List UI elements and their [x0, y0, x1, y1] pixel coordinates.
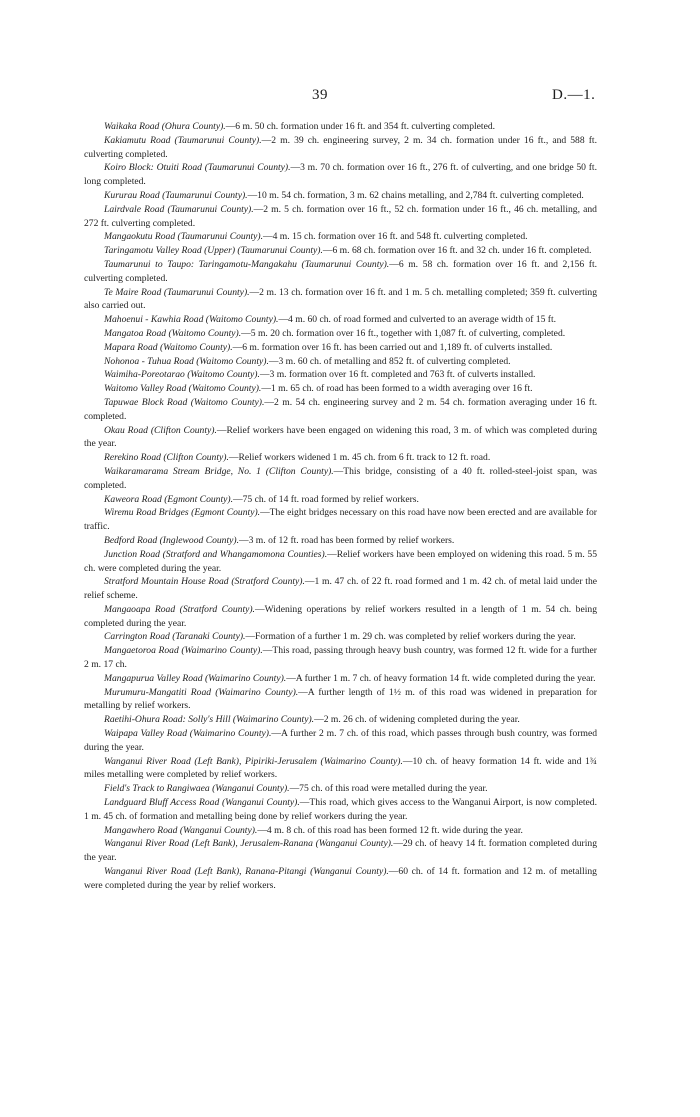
road-name: Field's Track to Rangiwaea (Wanganui County). — [104, 783, 290, 795]
road-name: Mangawhero Road (Wanganui County). — [104, 824, 258, 836]
road-name: Waikaramarama Stream Bridge, No. 1 (Clifton County). — [104, 465, 334, 477]
road-name: Waipapa Valley Road (Waimarino County). — [104, 728, 272, 740]
road-entry — [84, 865, 597, 893]
road-entry — [84, 396, 597, 424]
road-entry — [84, 824, 597, 838]
road-work-description: —2 m. 26 ch. of widening completed during the year. — [314, 714, 520, 726]
road-name: Nohonoa - Tuhua Road (Waitomo County). — [104, 355, 269, 367]
road-work-description: —This bridge, consisting of a 40 ft. rolled-steel-joist span, was completed. — [84, 465, 597, 491]
road-work-description: —This road, passing through heavy bush country, was formed 12 ft. wide for a further 2 m. 17 ch. — [84, 645, 597, 671]
road-entry — [84, 493, 597, 507]
road-work-description: —4 m. 15 ch. formation over 16 ft. and 548 ft. culverting completed. — [263, 231, 528, 243]
road-entry — [84, 424, 597, 452]
road-work-description: —4 m. 8 ch. of this road has been formed 12 ft. wide during the year. — [257, 824, 523, 836]
road-entry — [84, 355, 597, 369]
road-name: Tapuwae Block Road (Waitomo County). — [104, 396, 265, 408]
road-name: Murumuru-Mangatiti Road (Waimarino County). — [104, 686, 299, 698]
road-work-description: —Formation of a further 1 m. 29 ch. was completed by relief workers during the year. — [245, 631, 576, 643]
road-entry — [84, 120, 597, 134]
road-name: Stratford Mountain House Road (Stratford County). — [104, 576, 305, 588]
road-name: Taringamotu Valley Road (Upper) (Taumarunui County). — [104, 245, 323, 257]
road-name: Mangaoapa Road (Stratford County). — [104, 603, 255, 615]
road-name: Te Maire Road (Taumarunui County). — [104, 286, 250, 298]
road-work-description: —2 m. 13 ch. formation over 16 ft. and 1 m. 5 ch. metalling completed; 359 ft. culverting also carried out. — [84, 286, 598, 312]
road-entry — [84, 286, 597, 314]
road-name: Kakiamutu Road (Taumarunui County). — [104, 134, 262, 146]
road-name: Rerekino Road (Clifton County). — [104, 452, 229, 464]
road-entry — [84, 782, 597, 796]
road-entry — [84, 368, 597, 382]
road-name: Lairdvale Road (Taumarunui County). — [104, 203, 254, 215]
road-entry — [84, 672, 597, 686]
road-name: Wanganui River Road (Left Bank), Jerusalem-Ranana (Wanganui County). — [104, 838, 394, 850]
road-work-description: —29 ch. of heavy 14 ft. formation completed during the year. — [84, 838, 597, 864]
road-entry — [84, 134, 597, 162]
road-name: Taumarunui to Taupo: Taringamotu-Mangakahu (Taumarunui County). — [104, 258, 390, 270]
road-entry — [84, 603, 597, 631]
road-work-description: —5 m. 20 ch. formation over 16 ft., together with 1,087 ft. of culverting, completed. — [241, 327, 566, 339]
document-reference: D.—1. — [552, 87, 596, 103]
road-work-description: —6 m. formation over 16 ft. has been carried out and 1,189 ft. of culverts installed. — [232, 341, 553, 353]
road-name: Bedford Road (Inglewood County). — [104, 534, 240, 546]
road-name: Kururau Road (Taumarunui County). — [104, 189, 248, 201]
road-name: Waikaka Road (Ohura County). — [104, 121, 226, 132]
road-entry — [84, 837, 597, 865]
road-work-description: —6 m. 58 ch. formation over 16 ft. and 2,156 ft. culverting completed. — [84, 258, 598, 284]
road-name: Mapara Road (Waitomo County). — [104, 341, 233, 353]
road-entry — [84, 548, 597, 576]
road-entry — [84, 327, 597, 341]
road-work-description: —1 m. 65 ch. of road has been formed to a width averaging over 16 ft. — [261, 383, 533, 395]
road-name: Junction Road (Stratford and Whangamomona Counties). — [104, 548, 328, 560]
road-name: Wanganui River Road (Left Bank), Pipiriki-Jerusalem (Waimarino County). — [104, 755, 403, 767]
road-entry — [84, 465, 597, 493]
road-entry — [84, 258, 597, 286]
road-name: Mahoenui - Kawhia Road (Waitomo County). — [104, 314, 279, 326]
road-work-description: —Relief workers widened 1 m. 45 ch. from 6 ft. track to 12 ft. road. — [228, 452, 491, 464]
road-entry — [84, 727, 597, 755]
road-work-description: —6 m. 68 ch. formation over 16 ft. and 32 ch. under 16 ft. completed. — [322, 245, 592, 257]
road-work-description: —Relief workers have been engaged on widening this road, 3 m. of which was completed during the year. — [84, 424, 597, 450]
road-work-description: —3 m. 70 ch. formation over 16 ft., 276 ft. of culverting, and one bridge 50 ft. long completed. — [84, 162, 597, 188]
road-name: Wiremu Road Bridges (Egmont County). — [104, 507, 261, 519]
road-entry — [84, 161, 597, 189]
road-work-description: —6 m. 50 ch. formation under 16 ft. and 354 ft. culverting completed. — [225, 121, 496, 132]
road-entry — [84, 313, 597, 327]
road-work-description: —3 m. of 12 ft. road has been formed by relief workers. — [239, 534, 455, 546]
road-work-description: —Widening operations by relief workers resulted in a length of 1 m. 54 ch. being completed during the year. — [84, 603, 597, 629]
road-work-description: —4 m. 60 ch. of road formed and culverted to an average width of 15 ft. — [278, 314, 557, 326]
road-work-description: —The eight bridges necessary on this road have now been erected and are available for traffic. — [84, 507, 598, 533]
road-work-description: —A further 2 m. 7 ch. of this road, which passes through bush country, was formed during the year. — [84, 728, 597, 753]
road-work-description: —10 m. 54 ch. formation, 3 m. 62 chains metalling, and 2,784 ft. culverting completed. — [247, 189, 584, 201]
road-name: Okau Road (Clifton County). — [104, 424, 217, 436]
road-work-description: —A further length of 1½ m. of this road was widened in preparation for metalling by relief workers. — [84, 686, 597, 712]
road-name: Mangapurua Valley Road (Waimarino County). — [104, 672, 287, 684]
road-work-description: —Relief workers have been employed on widening this road. 5 m. 55 ch. were completed during the year. — [84, 548, 598, 574]
road-entry — [84, 189, 597, 203]
road-entry — [84, 755, 597, 783]
road-entry — [84, 575, 597, 603]
road-work-description: —2 m. 54 ch. engineering survey and 2 m. 54 ch. formation averaging under 16 ft. completed. — [84, 396, 598, 422]
road-entry — [84, 451, 597, 465]
road-entry — [84, 203, 597, 231]
road-name: Waimiha-Poreotarao (Waitomo County). — [104, 369, 260, 381]
road-entry — [84, 713, 597, 727]
road-name: Mangatoa Road (Waitomo County). — [104, 327, 242, 339]
road-work-description: —60 ch. of 14 ft. formation and 12 m. of metalling were completed during the year by relief workers. — [84, 866, 597, 891]
road-works-list — [84, 120, 597, 893]
road-name: Mangaetoroa Road (Waimarino County). — [104, 645, 263, 657]
road-name: Koiro Block: Otuiti Road (Taumarunui County). — [104, 162, 291, 174]
road-work-description: —A further 1 m. 7 ch. of heavy formation 14 ft. wide completed during the year. — [286, 672, 596, 684]
road-work-description: —75 ch. of 14 ft. road formed by relief workers. — [232, 493, 419, 505]
road-name: Kaweora Road (Egmont County). — [104, 493, 233, 505]
road-entry — [84, 534, 597, 548]
road-entry — [84, 244, 597, 258]
road-work-description: —3 m. 60 ch. of metalling and 852 ft. of culverting completed. — [268, 355, 511, 367]
road-name: Carrington Road (Taranaki County). — [104, 631, 246, 643]
road-entry — [84, 686, 597, 714]
road-entry — [84, 382, 597, 396]
road-name: Waitomo Valley Road (Waitomo County). — [104, 383, 262, 395]
road-name: Landguard Bluff Access Road (Wanganui County). — [104, 797, 300, 809]
road-entry — [84, 230, 597, 244]
road-entry — [84, 796, 597, 824]
road-entry — [84, 644, 597, 672]
road-entry — [84, 630, 597, 644]
road-name: Wanganui River Road (Left Bank), Ranana-Pitangi (Wanganui County). — [104, 866, 389, 878]
road-work-description: —10 ch. of heavy formation 14 ft. wide and 1¾ miles metalling were completed by relief workers. — [84, 755, 597, 781]
road-name: Raetihi-Ohura Road: Solly's Hill (Waimarino County). — [104, 714, 315, 726]
road-work-description: —This road, which gives access to the Wanganui Airport, is now completed. 1 m. 45 ch. of formation and metalling being done by relief workers during the year. — [84, 797, 597, 822]
road-work-description: —2 m. 39 ch. engineering survey, 2 m. 34 ch. formation under 16 ft., and 588 ft. culverting completed. — [84, 134, 597, 160]
road-entry — [84, 341, 597, 355]
page-number: 39 — [312, 87, 328, 103]
road-work-description: —2 m. 5 ch. formation over 16 ft., 52 ch. formation under 16 ft., 46 ch. metalling, and 272 ft. culverting completed. — [84, 203, 597, 229]
road-work-description: —75 ch. of this road were metalled during the year. — [289, 783, 488, 795]
road-name: Mangaokutu Road (Taumarunui County). — [104, 231, 264, 243]
road-work-description: —3 m. formation over 16 ft. completed and 763 ft. of culverts installed. — [259, 369, 536, 381]
road-work-description: —1 m. 47 ch. of 22 ft. road formed and 1 m. 42 ch. of metal laid under the relief scheme. — [84, 576, 598, 602]
road-entry — [84, 506, 597, 534]
